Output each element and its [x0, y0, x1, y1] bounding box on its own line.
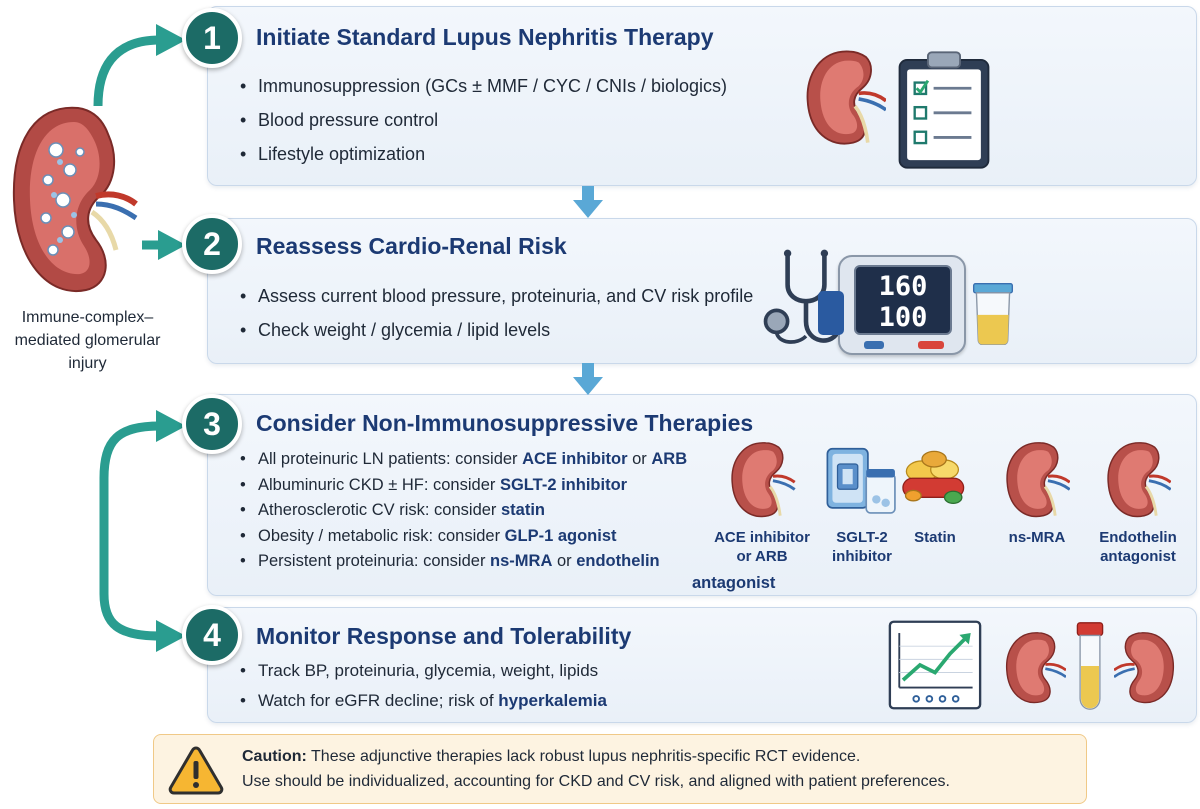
therapy-label: Statin: [914, 529, 956, 546]
monitor-red-button: [918, 341, 944, 349]
injured-kidney-icon: [8, 100, 138, 300]
step-3-bullets: [238, 447, 687, 575]
step-3-bullet: • Albuminuric CKD ± HF: consider SGLT-2 inhibitor: [238, 473, 687, 499]
warning-icon: [168, 745, 224, 795]
arrow-down-icon: [573, 363, 603, 395]
step-3-bullet: • Persistent proteinuria: consider ns-MRA or endothelin: [238, 549, 687, 575]
step-2-bullet: • Assess current blood pressure, proteinuria, and CV risk profile: [238, 279, 753, 313]
bp-cuff: [818, 291, 844, 335]
kidney-icon: [1004, 440, 1070, 520]
step-1-title: Initiate Standard Lupus Nephritis Therapy: [256, 24, 714, 50]
kidney-icon: [1105, 440, 1171, 520]
endothelin-antagonist-overflow: antagonist: [692, 574, 776, 592]
therapy-label: ns-MRA: [1008, 529, 1066, 546]
step-2-card: [207, 218, 1197, 364]
caution-text: [242, 744, 950, 794]
step-4-card: [207, 607, 1197, 723]
loop-connector: [104, 426, 160, 636]
blood-pressure-monitor: [838, 255, 966, 355]
kidney-injury-caption: Immune-complex– mediated glomerular injury: [14, 309, 161, 372]
step-3-bullet: • Atherosclerotic CV risk: consider statin: [238, 498, 687, 524]
urine-sample-cup-icon: [970, 281, 1016, 347]
step-2-bullets: [238, 279, 753, 347]
step-3-bullet: • All proteinuric LN patients: consider ACE inhibitor or ARB: [238, 447, 687, 473]
kidney-icon: [804, 43, 886, 153]
therapy-ace-arb: [712, 440, 812, 566]
blood-test-tube-icon: [1072, 618, 1108, 714]
step-4-title: Monitor Response and Tolerability: [256, 623, 632, 649]
therapy-endothelin: [1088, 440, 1188, 566]
step-2-title: Reassess Cardio-Renal Risk: [256, 233, 567, 259]
step-3-bullet: • Obesity / metabolic risk: consider GLP-1 agonist: [238, 524, 687, 550]
kidney-icon: [1004, 630, 1066, 706]
diastolic-value: 100: [878, 302, 928, 333]
kidney-icon: [728, 440, 796, 520]
caution-line-2: Use should be individualized, accounting for CKD and CV risk, and aligned with patient preferences.: [242, 773, 950, 790]
monitor-blue-button: [864, 341, 884, 349]
connector-to-step-1: [98, 40, 160, 106]
step-1-badge: 1: [182, 8, 242, 68]
arrow-down-icon: [573, 186, 603, 218]
caution-label: Caution:: [242, 748, 307, 765]
sglt2-pill-bottle-icon: [824, 440, 900, 520]
step-2-bullet: • Check weight / glycemia / lipid levels: [238, 313, 753, 347]
step-2-badge: 2: [182, 214, 242, 274]
step-1-bullet: • Blood pressure control: [238, 103, 727, 137]
therapy-label: Endothelin antagonist: [1099, 529, 1177, 565]
systolic-value: 160: [878, 271, 928, 302]
caution-box: [153, 734, 1087, 804]
therapy-statin: [895, 440, 975, 547]
therapy-ns-mra: [992, 440, 1082, 547]
step-1-bullet: • Immunosuppression (GCs ± MMF / CYC / CNIs / biologics): [238, 69, 727, 103]
step-4-badge: 4: [182, 605, 242, 665]
step-4-bullets: [238, 656, 607, 716]
step-4-bullet: • Watch for eGFR decline; risk of hyperkalemia: [238, 686, 607, 716]
therapy-label: SGLT-2 inhibitor: [832, 529, 892, 565]
step-1-card: [207, 6, 1197, 186]
step-3-title: Consider Non-Immunosuppressive Therapies: [256, 410, 754, 436]
trend-chart-icon: [888, 618, 982, 712]
step-1-bullet: • Lifestyle optimization: [238, 137, 727, 171]
therapy-label: ACE inhibitor or ARB: [714, 529, 810, 565]
monitor-screen: [854, 265, 952, 335]
step-4-bullet: • Track BP, proteinuria, glycemia, weight, lipids: [238, 656, 607, 686]
kidney-icon: [1114, 630, 1176, 706]
step-1-bullets: [238, 69, 727, 171]
step-3-badge: 3: [182, 394, 242, 454]
checklist-clipboard-icon: [892, 45, 996, 175]
statin-pills-icon: [896, 440, 974, 520]
caution-line-1: Caution: These adjunctive therapies lack robust lupus nephritis-specific RCT evidence.: [242, 748, 861, 765]
